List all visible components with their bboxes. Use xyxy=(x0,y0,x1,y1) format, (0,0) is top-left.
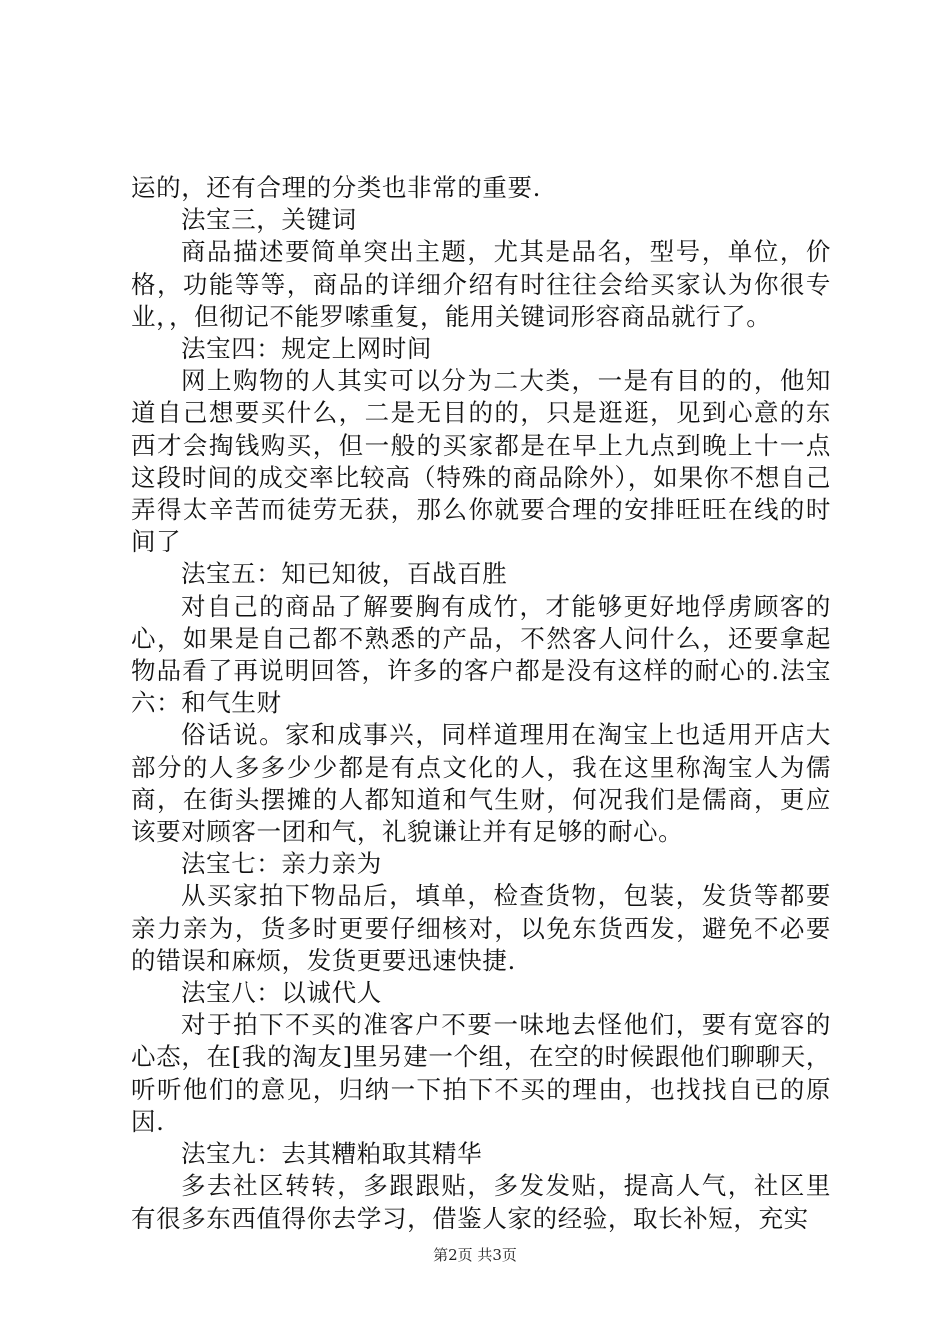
paragraph-14: 多去社区转转，多跟跟贴，多发发贴，提高人气，社区里有很多东西值得你去学习，借鉴人家的经验，取长补短，充实 xyxy=(131,1171,831,1233)
heading-fabao-7: 法宝七：亲力亲为 xyxy=(181,849,382,879)
heading-fabao-3: 法宝三，关键词 xyxy=(181,205,357,235)
paragraph-10: 从买家拍下物品后，填单，检查货物，包装，发货等都要亲力亲为，货多时更要仔细核对，以免东货西发，避免不必要的错误和麻烦，发货更要迅速快捷. xyxy=(131,881,831,975)
paragraph-5: 网上购物的人其实可以分为二大类，一是有目的的，他知道自己想要买什么，二是无目的的，只是逛逛，见到心意的东西才会掏钱购买，但一般的买家都是在早上九点到晚上十一点这段时间的成交率比较高（特殊的商品除外），如果你不想自己弄得太辛苦而徒劳无获，那么你就要合理的安排旺旺在线的时间了 xyxy=(131,366,831,557)
heading-fabao-9: 法宝九：去其糟粕取其精华 xyxy=(181,1139,483,1169)
paragraph-8: 俗话说。家和成事兴，同样道理用在淘宝上也适用开店大部分的人多多少少都是有点文化的人，我在这里称淘宝人为儒商，在街头摆摊的人都知道和气生财，何况我们是儒商，更应该要对顾客一团和气，礼貌谦让并有足够的耐心。 xyxy=(131,720,831,847)
paragraph-12: 对于拍下不买的准客户不要一味地去怪他们，要有宽容的心态，在[我的淘友]里另建一个组，在空的时候跟他们聊聊天，听听他们的意见，归纳一下拍下不买的理由，也找找自已的原因. xyxy=(131,1010,831,1136)
document-body xyxy=(131,172,831,1235)
paragraph-7: 对自己的商品了解要胸有成竹，才能够更好地俘虏顾客的心，如果是自己都不熟悉的产品，不然客人问什么，还要拿起物品看了再说明回答，许多的客户都是没有这样的耐心的.法宝六：和气生财 xyxy=(131,591,831,718)
heading-fabao-8: 法宝八：以诚代人 xyxy=(181,978,382,1008)
paragraph-3: 商品描述要简单突出主题，尤其是品名，型号，单位，价格，功能等等，商品的详细介绍有时往往会给买家认为你很专业，，但彻记不能罗嗦重复，能用关键词形容商品就行了。 xyxy=(131,237,831,331)
heading-fabao-5: 法宝五：知已知彼，百战百胜 xyxy=(181,559,508,589)
page-number-footer: 第2页 共3页 xyxy=(433,1246,517,1264)
paragraph-1: 运的，还有合理的分类也非常的重要. xyxy=(131,173,541,202)
heading-fabao-4: 法宝四：规定上网时间 xyxy=(181,334,432,364)
